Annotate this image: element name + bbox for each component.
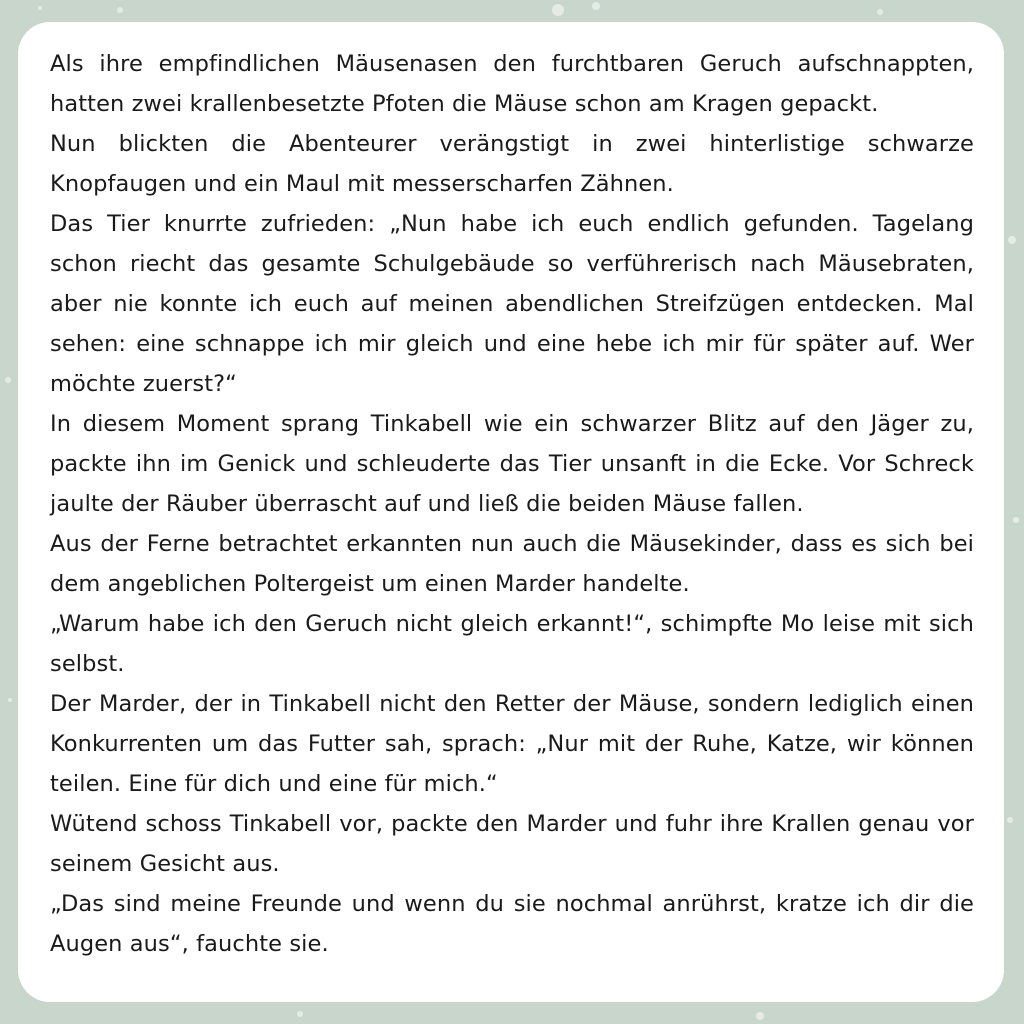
paragraph: Das Tier knurrte zufrieden: „Nun habe ich euch endlich gefunden. Tagelang schon riecht das gesamte Schulgebäude so verführerisch nach Mäusebraten, aber nie konnte ich euch auf meinen abendlichen Streifzügen entdecken. Mal sehen: eine schnappe ich mir gleich und eine hebe ich mir für später auf. Wer möchte zuerst?“ <box>50 211 974 397</box>
paragraph: Aus der Ferne betrachtet erkannten nun auch die Mäusekinder, dass es sich bei dem angeblichen Poltergeist um einen Marder handelte. <box>50 531 974 597</box>
text-card <box>18 22 1004 1002</box>
paragraph: Wütend schoss Tinkabell vor, packte den Marder und fuhr ihre Krallen genau vor seinem Gesicht aus. <box>50 811 974 877</box>
paragraph: Nun blickten die Abenteurer verängstigt in zwei hinterlistige schwarze Knopfaugen und ein Maul mit messerscharfen Zähnen. <box>50 131 974 197</box>
paragraph: Als ihre empfindlichen Mäusenasen den furchtbaren Geruch aufschnappten, hatten zwei krallenbesetzte Pfoten die Mäuse schon am Kragen gepackt. <box>50 51 974 117</box>
story-text <box>50 44 974 964</box>
paragraph: In diesem Moment sprang Tinkabell wie ein schwarzer Blitz auf den Jäger zu, packte ihn im Genick und schleuderte das Tier unsanft in die Ecke. Vor Schreck jaulte der Räuber überrascht auf und ließ die beiden Mäuse fallen. <box>50 411 974 517</box>
paragraph: „Warum habe ich den Geruch nicht gleich erkannt!“, schimpfte Mo leise mit sich selbst. <box>50 611 974 677</box>
paragraph: „Das sind meine Freunde und wenn du sie nochmal anrührst, kratze ich dir die Augen aus“, fauchte sie. <box>50 891 974 957</box>
paragraph: Der Marder, der in Tinkabell nicht den Retter der Mäuse, sondern lediglich einen Konkurrenten um das Futter sah, sprach: „Nur mit der Ruhe, Katze, wir können teilen. Eine für dich und eine für mich.“ <box>50 691 974 797</box>
